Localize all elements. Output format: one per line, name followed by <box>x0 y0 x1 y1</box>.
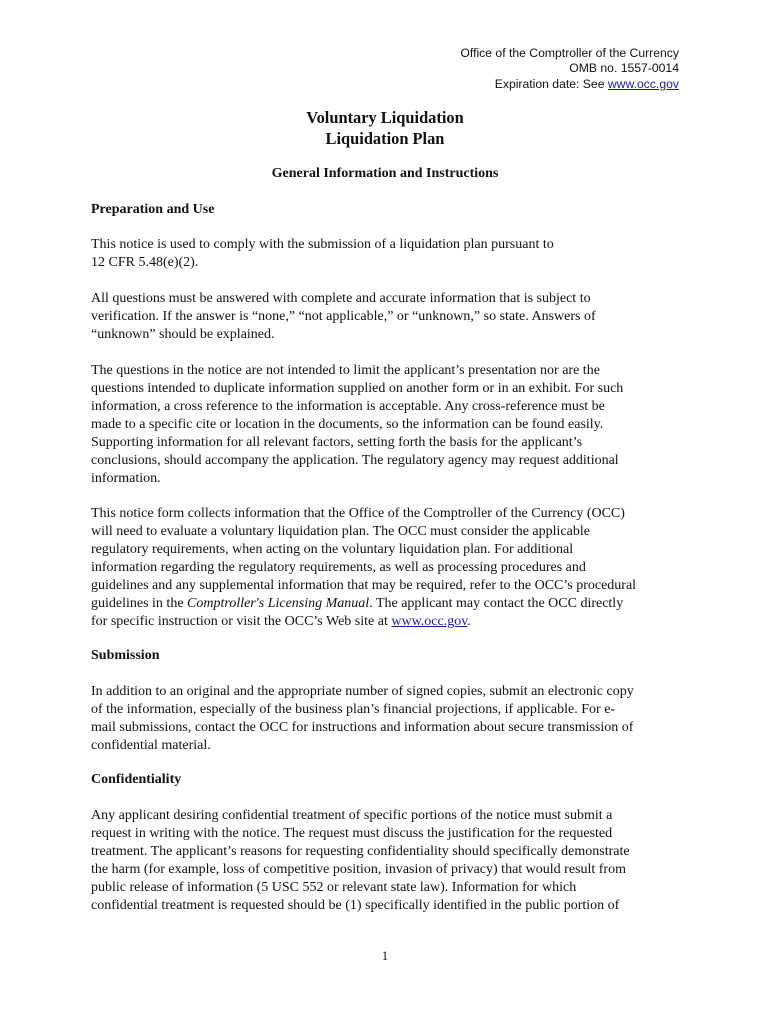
paragraph-confidentiality <box>91 807 691 915</box>
text-line: made to a specific cite or location in the documents, so the information can be found easily. <box>91 417 604 432</box>
text-line: conclusions, should accompany the application. The regulatory agency may request additional <box>91 453 619 468</box>
expiration-date <box>460 77 679 92</box>
page-number: 1 <box>381 948 389 963</box>
text-line: Supporting information for all relevant factors, setting forth the basis for the applicant’s <box>91 435 583 450</box>
occ-website-link[interactable]: www.occ.gov <box>607 76 679 91</box>
paragraph-notice-form <box>91 505 691 631</box>
text-line <box>91 595 691 613</box>
paragraph-answers <box>91 290 691 344</box>
document-header <box>460 46 679 92</box>
confidentiality-heading: Confidentiality <box>91 772 182 787</box>
paragraph-questions <box>91 362 691 488</box>
expiration-prefix: Expiration date: See <box>494 76 608 91</box>
text-line: regulatory requirements, when acting on the voluntary liquidation plan. For additional <box>91 542 574 557</box>
text-line: the harm (for example, loss of competitive position, invasion of privacy) that would result from <box>91 862 626 877</box>
text-line: information regarding the regulatory requirements, as well as processing procedures and <box>91 560 586 575</box>
paragraph-purpose <box>91 236 691 272</box>
submission-heading: Submission <box>91 648 160 663</box>
text-line: public release of information (5 USC 552 or relevant state law). Information for which <box>91 880 577 895</box>
text-line: confidential material. <box>91 738 211 753</box>
text-line: information. <box>91 471 161 486</box>
preparation-heading: Preparation and Use <box>91 202 215 217</box>
text-line: This notice is used to comply with the submission of a liquidation plan pursuant to <box>91 237 554 252</box>
text-line: will need to evaluate a voluntary liquidation plan. The OCC must consider the applicable <box>91 524 590 539</box>
document-title <box>0 108 770 149</box>
text-line <box>91 613 691 631</box>
text-line: verification. If the answer is “none,” “not applicable,” or “unknown,” so state. Answers of <box>91 309 596 324</box>
text-line: mail submissions, contact the OCC for instructions and information about secure transmission of <box>91 720 634 735</box>
text-line: Any applicant desiring confidential treatment of specific portions of the notice must submit a <box>91 808 613 823</box>
text-line: treatment. The applicant’s reasons for requesting confidentiality should specifically demonstrate <box>91 844 630 859</box>
text-fragment: for specific instruction or visit the OCC’s Web site at <box>91 614 392 629</box>
text-line: guidelines and any supplemental information that may be required, refer to the OCC’s procedural <box>91 578 637 593</box>
text-fragment: . The applicant may contact the OCC directly <box>369 596 624 611</box>
text-line: 12 CFR 5.48(e)(2). <box>91 255 199 270</box>
text-line: request in writing with the notice. The request must discuss the justification for the requested <box>91 826 613 841</box>
text-fragment: . <box>467 614 471 629</box>
text-line: information, a cross reference to the information is acceptable. Any cross-reference must be <box>91 399 605 414</box>
paragraph-submission <box>91 683 691 755</box>
document-subtitle: General Information and Instructions <box>271 166 499 181</box>
title-line-1: Voluntary Liquidation <box>306 108 464 127</box>
text-line: The questions in the notice are not intended to limit the applicant’s presentation nor are the <box>91 363 600 378</box>
agency-name: Office of the Comptroller of the Currency <box>460 46 679 60</box>
text-line: All questions must be answered with complete and accurate information that is subject to <box>91 291 591 306</box>
text-line: This notice form collects information that the Office of the Comptroller of the Currency (OCC) <box>91 506 625 521</box>
text-fragment: guidelines in the <box>91 596 188 611</box>
text-line: questions intended to duplicate information supplied on another form or in an exhibit. For such <box>91 381 624 396</box>
text-line: confidential treatment is requested should be (1) specifically identified in the public portion of <box>91 898 620 913</box>
omb-number: OMB no. 1557-0014 <box>569 61 679 76</box>
text-line: In addition to an original and the appropriate number of signed copies, submit an electronic copy <box>91 684 634 699</box>
title-line-2: Liquidation Plan <box>325 128 445 148</box>
licensing-manual-title: Comptroller's Licensing Manual <box>187 596 370 611</box>
text-line: of the information, especially of the business plan’s financial projections, if applicable. For e- <box>91 702 616 717</box>
occ-website-link[interactable]: www.occ.gov <box>391 614 468 629</box>
text-line: “unknown” should be explained. <box>91 327 275 342</box>
